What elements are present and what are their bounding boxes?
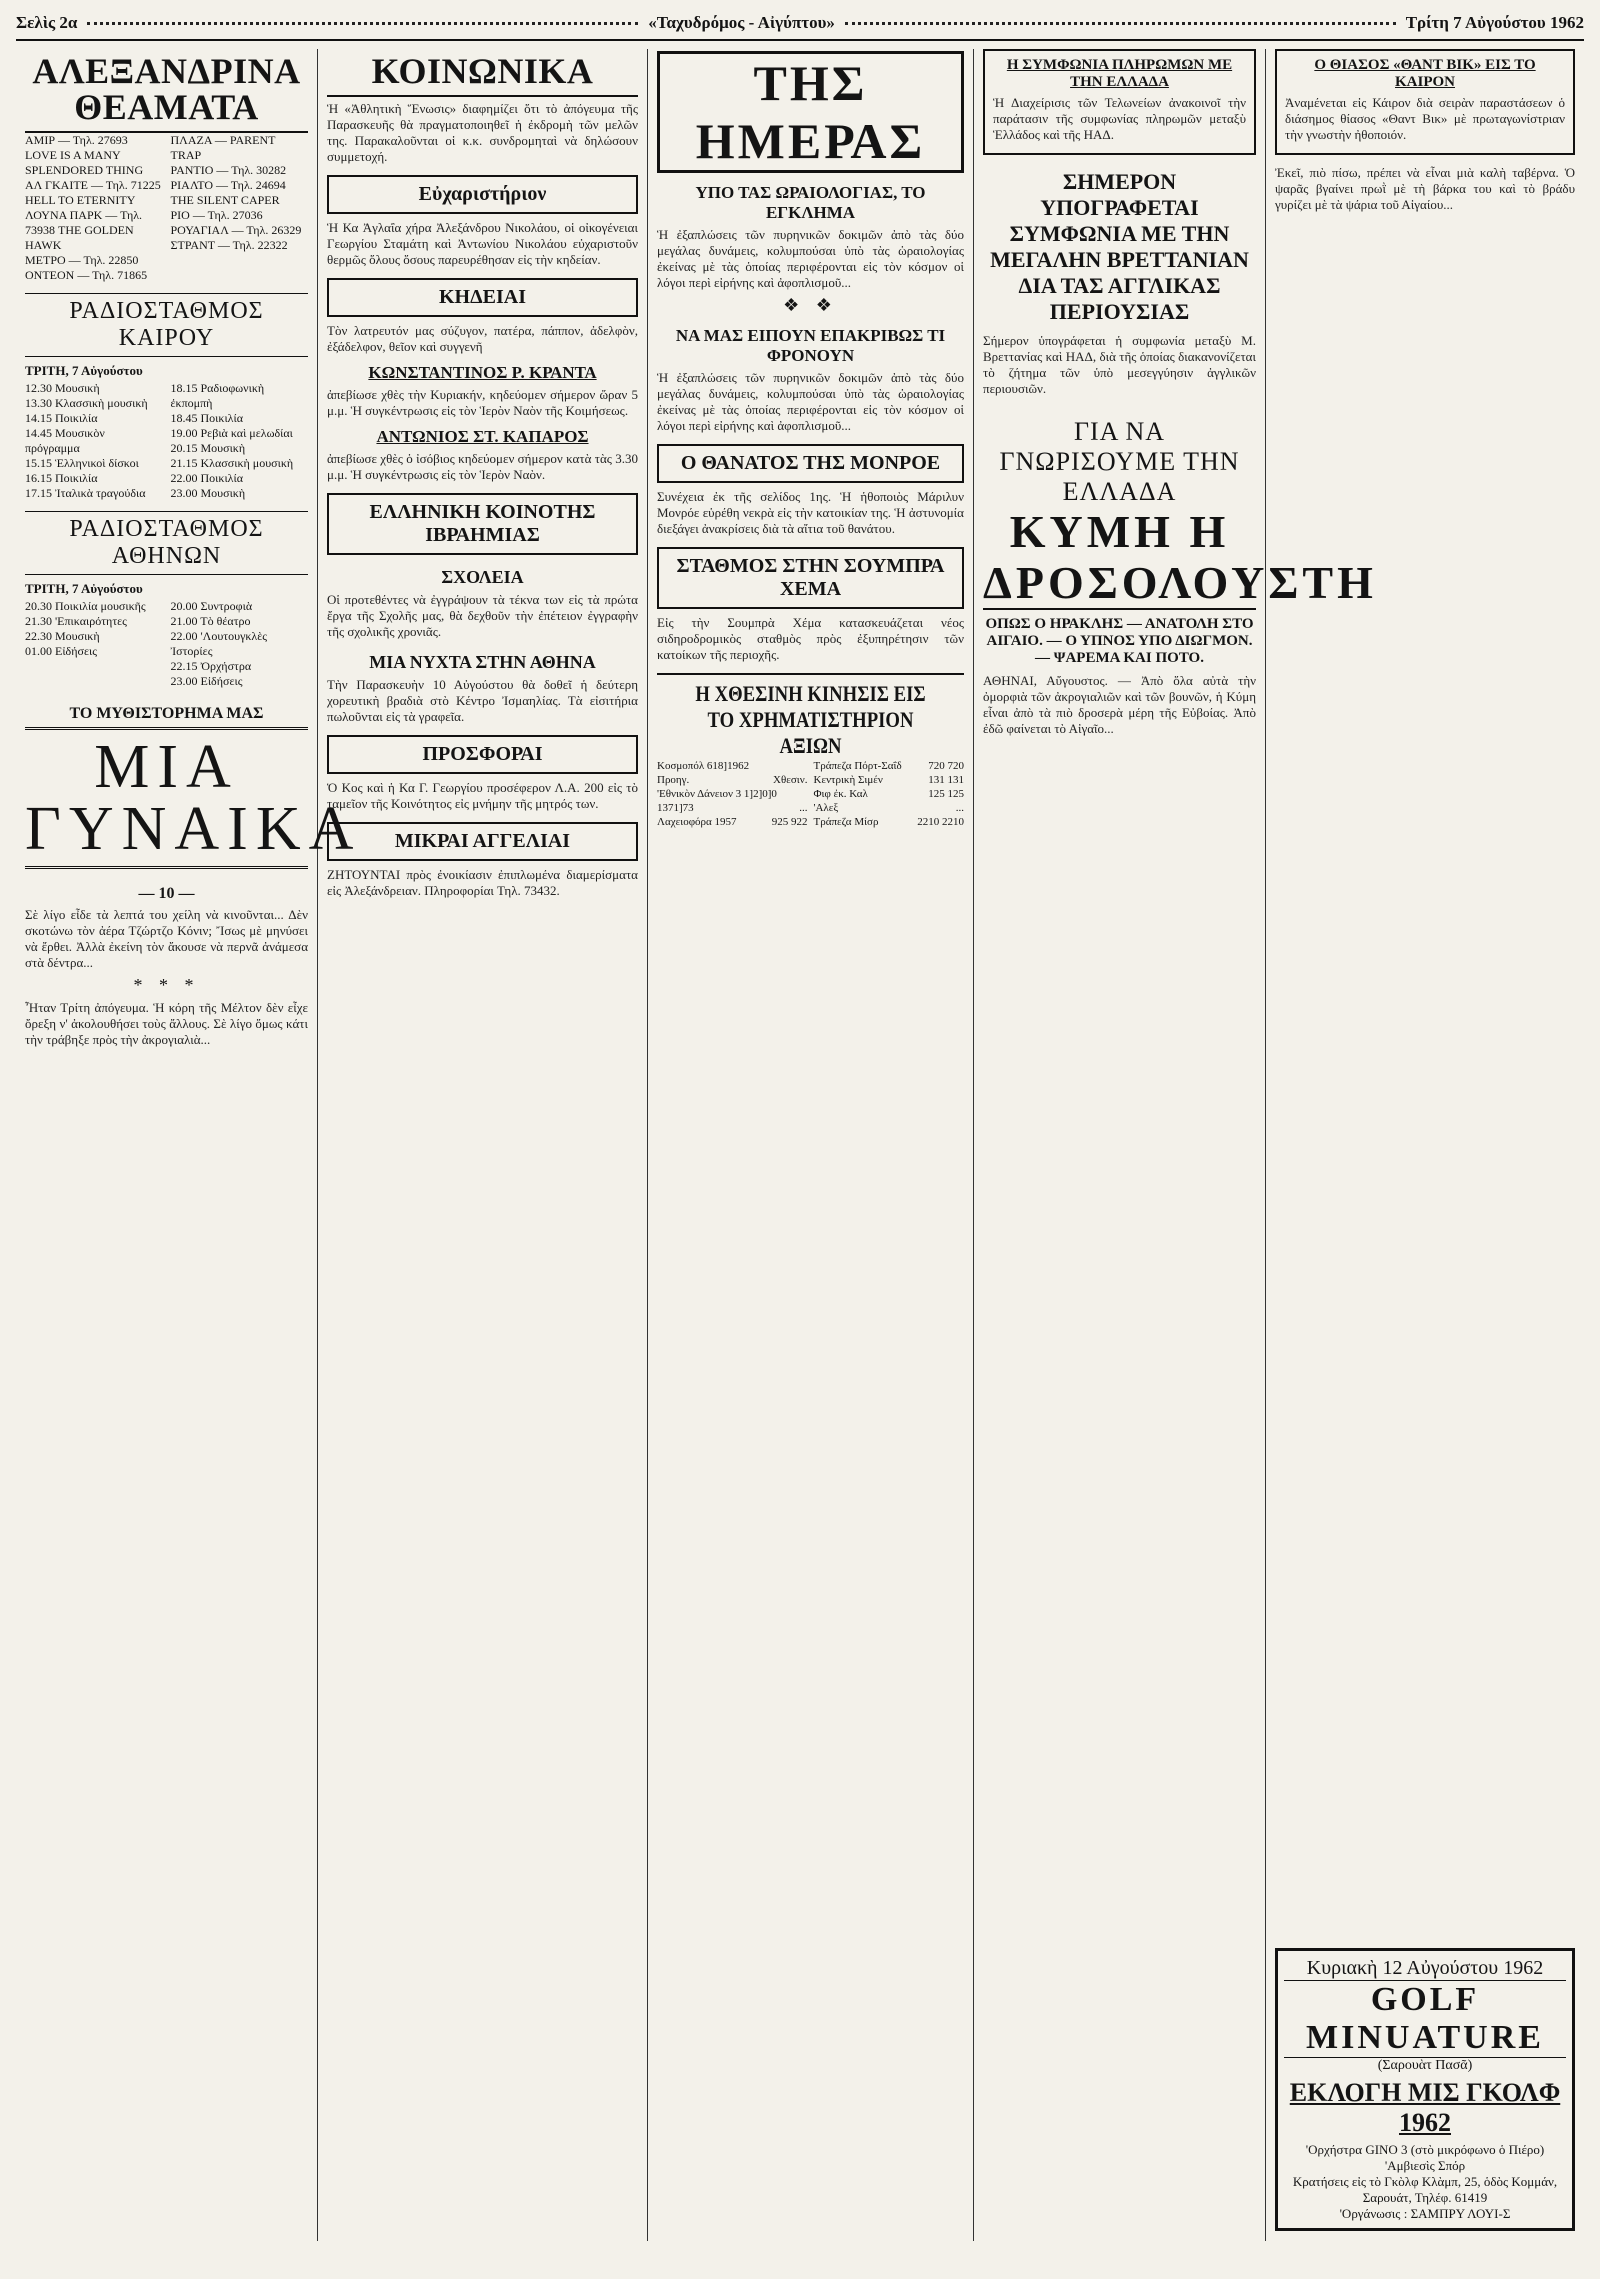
cinema-item: ΑΜΙΡ — Τηλ. 27693 LOVE IS A MANY SPLENDORED THING (25, 133, 144, 177)
kymi-headline: ΚΥΜΗ Η ΔΡΟΣΟΛΟΥΣΤΗ (983, 507, 1256, 610)
stock-value: 2210 2210 (917, 816, 964, 828)
stock-row (814, 773, 965, 787)
stock-name: Τράπεζα Μίσρ (813, 816, 879, 828)
radio-item: 22.00 Ποικιλία (170, 471, 244, 485)
golf-date: Κυριακὴ 12 Αὐγούστου 1962 (1306, 1957, 1544, 1979)
deceased-name: ΑΝΤΩΝΙΟΣ ΣΤ. ΚΑΠΑΡΟΣ (376, 427, 589, 446)
golf-title: GOLF MINUATURE (1284, 1980, 1566, 2058)
serial-number: — 10 — (138, 885, 195, 902)
cinema-item: ΡΙΑΛΤΟ — Τηλ. 24694 THE SILENT CAPER (170, 178, 286, 207)
radio-item: 22.30 Μουσικὴ (25, 629, 100, 643)
station-heading: ΣΤΑΘΜΟΣ ΣΤΗΝ ΣΟΥΜΠΡΑ ΧΕΜΑ (657, 547, 964, 609)
radio-athens-title: ΡΑΔΙΟΣΤΑΘΜΟΣ ΑΘΗΝΩΝ (25, 511, 308, 575)
column-5 (1266, 49, 1584, 2241)
cinema-item: ΜΕΤΡΟ — Τηλ. 22850 (25, 253, 139, 267)
funeral-text: ἀπεβίωσε χθὲς τὴν Κυριακήν, κηδεύομεν σήμερον ὥραν 5 μ.μ. Ἡ συγκέντρωσις εἰς τὸν Ἱερὸν Ναὸν τῆς Κοιμήσεως. (327, 387, 638, 418)
columns (16, 49, 1584, 2241)
stock-row (814, 815, 965, 829)
offers-text: Ὁ Κος καὶ ἡ Κα Γ. Γεωργίου προσέφερον Λ.Α. 200 εἰς τὸ ταμεῖον τῆς Κοινότητος εἰς μνήμην τῆς μητρός των. (327, 780, 638, 811)
radio-item: 20.30 Ποικιλία μουσικῆς (25, 599, 146, 613)
column-3 (648, 49, 974, 2241)
radio-item: 20.15 Μουσικὴ (170, 441, 246, 455)
golf-event: ΕΚΛΟΓΗ ΜΙΣ ΓΚΟΛΦ 1962 (1289, 2078, 1561, 2137)
radio-list-right (171, 381, 309, 501)
stock-name: Προηγ. (657, 774, 690, 786)
radio-item: 17.15 Ἰταλικὰ τραγούδια (25, 486, 146, 500)
radio-item: 12.30 Μουσικὴ (25, 381, 100, 395)
stock-row (657, 815, 808, 829)
radio-cairo-title: ΡΑΔΙΟΣΤΑΘΜΟΣ ΚΑΙΡΟΥ (25, 293, 308, 357)
stock-row (657, 787, 808, 801)
issue-date: Τρίτη 7 Αὐγούστου 1962 (1405, 13, 1584, 32)
newspaper-page (16, 13, 1584, 2253)
masthead (16, 13, 1584, 41)
offers-title: ΠΡΟΣΦΟΡΑΙ (327, 735, 638, 774)
radio-item: 20.00 Συντροφιὰ (170, 599, 253, 613)
radio-item: 21.00 Τὸ θέατρο (170, 614, 251, 628)
golf-line: 'Ορχήστρα GINO 3 (στὸ μικρόφωνο ὁ Πιέρο) (1305, 2142, 1545, 2157)
stock-row (657, 773, 808, 787)
kymi-subheadline: ΟΠΩΣ Ο ΗΡΑΚΛΗΣ — ΑΝΑΤΟΛΗ ΣΤΟ ΑΙΓΑΙΟ. — Ο ΥΠΝΟΣ ΥΠΟ ΔΙΩΓΜΟΝ. — ΨΑΡΕΜΑ ΚΑΙ ΠΟΤΟ. (985, 616, 1254, 667)
theatre-box (1275, 49, 1575, 155)
stock-value: 720 720 (928, 760, 964, 772)
cinema-section-title: ΑΛΕΞΑΝΔΡΙΝΑ ΘΕΑΜΑΤΑ (25, 49, 308, 133)
stock-value: Χθεσιν. (773, 774, 808, 786)
payments-title: Η ΣΥΜΦΩΝΙΑ ΠΛΗΡΩΜΩΝ ΜΕ ΤΗΝ ΕΛΛΑΔΑ (1006, 57, 1233, 90)
cinema-item: ΣΤΡΑΝΤ — Τηλ. 22322 (170, 238, 288, 252)
radio-athens-date: ΤΡΙΤΗ, 7 Αὐγούστου (25, 581, 143, 596)
radio-list-right (171, 599, 309, 689)
stock-row (657, 801, 808, 815)
paper-name: «Ταχυδρόμος - Αἰγύπτου» (648, 13, 835, 32)
page-number: Σελὶς 2α (16, 13, 78, 32)
radio-item: 19.00 Ρεβιὰ καὶ μελωδίαι (170, 426, 293, 440)
golf-organizer: 'Οργάνωσις : ΣΑΜΠΡΥ ΛΟΥΙ-Σ (1339, 2206, 1511, 2221)
monroe-heading: Ο ΘΑΝΑΤΟΣ ΤΗΣ ΜΟΝΡΟΕ (657, 444, 964, 483)
column-2 (318, 49, 648, 2241)
opinion-text: Ἡ ἐξαπλώσεις τῶν πυρηνικῶν δοκιμῶν ἀπὸ τὰς δύο μεγάλας δυνάμεις, κολυμπούσαι ὑπὸ τὰς ὡραιολογίας ἐκείνας μὲ τὰς ὁποίας περιφέρονται εἰς τὸν κόσμον οἱ λόγοι περὶ εἰρήνης καὶ ἀφοπλισμοῦ... (657, 370, 964, 433)
golf-line: Κρατήσεις εἰς τὸ Γκὸλφ Κλὰμπ, 25, ὁδὸς Κομμάν, Σαρουάτ, Τηλέφ. 61419 (1292, 2174, 1558, 2205)
stock-row (814, 759, 965, 773)
radio-item: 18.15 Ραδιοφωνικὴ ἐκπομπὴ (170, 381, 265, 410)
night-title: ΜΙΑ ΝΥΧΤΑ ΣΤΗΝ ΑΘΗΝΑ (369, 652, 596, 672)
radio-item: 18.45 Ποικιλία (170, 411, 244, 425)
radio-athens-schedule (25, 599, 308, 689)
radio-item: 21.30 'Επικαιρότητες (25, 614, 127, 628)
agreement-headline: ΣΗΜΕΡΟΝ ΥΠΟΓΡΑΦΕΤΑΙ ΣΥΜΦΩΝΙΑ ΜΕ ΤΗΝ ΜΕΓΑΛΗΝ ΒΡΕΤΤΑΝΙΑΝ ΔΙΑ ΤΑΣ ΑΓΓΛΙΚΑΣ ΠΕΡΙΟΥΣΙΑΣ (990, 169, 1249, 324)
radio-item: 22.15 Ὀρχήστρα (170, 659, 252, 673)
social-title: ΚΟΙΝΩΝΙΚΑ (327, 49, 638, 97)
deceased-name: ΚΩΝΣΤΑΝΤΙΝΟΣ Ρ. ΚΡΑΝΤΑ (368, 363, 597, 382)
golf-venue: (Σαρουὰτ Πασᾶ) (1377, 2058, 1473, 2073)
stock-row (814, 801, 965, 815)
thanks-text: Ἡ Κα Ἀγλαΐα χήρα Ἀλεξάνδρου Νικολάου, οἱ οἰκογένειαι Γεωργίου Σταμάτη καὶ Ἀντωνίου Νικολάου εὐχαριστοῦν θερμῶς ὅλους ὅσους παρευρέθησαν εἰς τὴν κηδείαν. (327, 220, 638, 267)
radio-item: 14.45 Μουσικὸν πρόγραμμα (25, 426, 105, 455)
theatre-title: Ο ΘΙΑΣΟΣ «ΘΑΝΤ ΒΙΚ» ΕΙΣ ΤΟ ΚΑΙΡΟΝ (1314, 57, 1536, 90)
column-4 (974, 49, 1377, 2241)
stock-name: Κεντρικὴ Σιμέν (813, 774, 883, 786)
kymi-text: ΑΘΗΝΑΙ, Αὔγουστος. — Ἀπὸ ὅλα αὐτὰ τὴν ὀμορφιὰ τῶν ἀκρογιαλιῶν καὶ τῶν βουνῶν, ἡ Κύμη εἶναι ἀπὸ τὰ πιὸ δροσερὰ μέρη τῆς Εὐβοίας. Ἀπὸ ἐδῶ φαίνεται τὸ Αἰγαῖο... (983, 673, 1256, 737)
cinema-list-left (25, 133, 163, 283)
masthead-rule (87, 22, 638, 25)
greece-series-title: ΓΙΑ ΝΑ ΓΝΩΡΙΣΟΥΜΕ ΤΗΝ ΕΛΛΑΔΑ (999, 417, 1240, 506)
radio-item: 14.15 Ποικιλία (25, 411, 98, 425)
ornament-stars: * * * (133, 975, 200, 995)
radio-item: 15.15 Ἑλληνικοὶ δίσκοι (25, 456, 139, 470)
monroe-text: Συνέχεια ἐκ τῆς σελίδος 1ης. Ἡ ἡθοποιὸς Μάριλυν Μονρόε εὑρέθη νεκρὰ εἰς τὴν κατοικίαν της. Ἡ ἀστυνομία διεξάγει ἀνακρίσεις διὰ τὰ αἴτια τοῦ θανάτου. (657, 489, 964, 536)
radio-item: 23.00 Μουσικὴ (170, 486, 246, 500)
cinema-item: ΛΟΥΝΑ ΠΑΡΚ — Τηλ. 73938 THE GOLDEN HAWK (25, 208, 143, 252)
stock-name: Τράπεζα Πόρτ-Σαΐδ (813, 760, 902, 772)
crime-text: Ἡ ἐξαπλώσεις τῶν πυρηνικῶν δοκιμῶν ἀπὸ τὰς δύο μεγάλας δυνάμεις, κολυμπούσαι ὑπὸ τὰς ὡραιολογίας ἐκείνας μὲ τὰς ὁποίας περιφέρονται εἰς τὸν κόσμον οἱ λόγοι περὶ εἰρήνης καὶ ἀφοπλισμοῦ... (657, 227, 964, 290)
small-ads-title: ΜΙΚΡΑΙ ΑΓΓΕΛΙΑΙ (327, 822, 638, 861)
stock-value: 125 125 (928, 788, 964, 800)
social-text: Ἡ «Ἀθλητικὴ Ἕνωσις» διαφημίζει ὅτι τὸ ἀπόγευμα τῆς Παρασκευῆς θὰ πραγματοποιηθεῖ ἡ ἐκδρομὴ τῶν μελῶν της. Παρακαλοῦνται οἱ κ.κ. συνδρομηταὶ νὰ δηλώσουν συμμετοχή. (327, 101, 638, 164)
serial-text: Σὲ λίγο εἶδε τὰ λεπτά του χείλη νὰ κινοῦνται... Δὲν σκοτώνω τὸν ἀέρα Τζώρτζο Κόνιν; Ἴσως μὲ μηνύσει νὰ ἔρθει. Ἀλλὰ ἐκείνη τὸν ἄκουσε νὰ περνᾶ ἀνάμεσα στὰ δέντρα... (25, 907, 308, 970)
masthead-rule (845, 22, 1396, 25)
stock-value: 925 922 (771, 816, 808, 828)
station-text: Εἰς τὴν Σουμπρὰ Χέμα κατασκευάζεται νέος σιδηροδρομικὸς σταθμὸς πρὸς ἐξυπηρέτησιν τῶν κατοίκων τῆς περιοχῆς. (657, 615, 964, 662)
schools-text: Οἱ προτεθέντες νὰ ἐγγράψουν τὰ τέκνα των εἰς τὰ πρώτα ἔργα τῆς Σχολῆς μας, θὰ δεχθοῦν τὴν ἐπέτειον ἐγγραφὴν τῆς σχολικῆς χρονιᾶς. (327, 592, 638, 639)
cinema-listings (25, 133, 308, 283)
radio-cairo-date: ΤΡΙΤΗ, 7 Αὐγούστου (25, 363, 143, 378)
funerals-title: ΚΗΔΕΙΑΙ (327, 278, 638, 317)
radio-item: 21.15 Κλασσικὴ μουσικὴ (170, 456, 294, 470)
radio-list-left (25, 599, 163, 689)
crime-heading: ΥΠΟ ΤΑΣ ΩΡΑΙΟΛΟΓΙΑΣ, ΤΟ ΕΓΚΛΗΜΑ (695, 183, 926, 222)
stock-name: Φιφ ἐκ. Καλ (813, 788, 868, 800)
radio-list-left (25, 381, 163, 501)
stock-name: 'Αλεξ (813, 802, 839, 814)
daily-title: ΤΗΣ ΗΜΕΡΑΣ (657, 51, 964, 173)
stock-name: 1371]73 (657, 802, 694, 814)
radio-item: 22.00 'Λουτουγκλὲς Ἰστορίες (170, 629, 268, 658)
funeral-text: ἀπεβίωσε χθὲς ὁ ἰσόβιος κηδεύομεν σήμερον κατὰ τὰς 3.30 μ.μ. Ἡ συγκέντρωσις εἰς τὸν Ἱερὸν Ναὸν. (327, 451, 638, 482)
funeral-text: Τὸν λατρευτόν μας σύζυγον, πατέρα, πάππον, ἀδελφὸν, ἐξάδελφον, θεῖον καὶ συγγενῆ (327, 323, 638, 354)
stock-market-title: Η ΧΘΕΣΙΝΗ ΚΙΝΗΣΙΣ ΕΙΣ ΤΟ ΧΡΗΜΑΤΙΣΤΗΡΙΟΝ ΑΞΙΩΝ (695, 681, 926, 758)
cinema-item: ΡΑΝΤΙΟ — Τηλ. 30282 (170, 163, 287, 177)
payments-text: Ἡ Διαχείρισις τῶν Τελωνείων ἀνακοινοῖ τὴν παράτασιν τῆς συμφωνίας πληρωμῶν μεταξὺ Ἑλλάδος καὶ τῆς ΗΑΔ. (993, 95, 1246, 142)
serial-text: Ἦταν Τρίτη ἀπόγευμα. Ἡ κόρη τῆς Μέλτον δὲν εἶχε ὄρεξη ν' ἀκολουθήσει τοὺς ἄλλους. Σὲ λίγο ὅμως κάτι τὴν τράβηξε πρὸς τὴν ἀκρογιαλιὰ... (25, 1000, 308, 1047)
stock-name: Κοσμοπόλ 618]1962 (657, 760, 750, 772)
ornament-divider: ❖ ❖ (783, 295, 838, 315)
opinion-heading: ΝΑ ΜΑΣ ΕΙΠΟΥΝ ΕΠΑΚΡΙΒΩΣ ΤΙ ΦΡΟΝΟΥΝ (675, 326, 946, 365)
stock-name: 'Εθνικὸν Δάνειον 3 1]2]0]0 (657, 788, 777, 800)
serial-tag: ΤΟ ΜΥΘΙΣΤΟΡΗΜΑ ΜΑΣ (69, 705, 264, 722)
radio-item: 13.30 Κλασσικὴ μουσικὴ (25, 396, 148, 410)
stock-market (657, 673, 964, 829)
radio-item: 16.15 Ποικιλία (25, 471, 98, 485)
night-text: Τὴν Παρασκευὴν 10 Αὐγούστου θὰ δοθεῖ ἡ δεύτερη χορευτικὴ βραδιὰ στὸ Κέντρο Ἰσμαηλίας. Τὰ εἰσιτήρια πωλοῦνται εἰς τὰ γραφεῖα. (327, 677, 638, 724)
stock-row (814, 787, 965, 801)
agreement-text: Σήμερον ὑπογράφεται ἡ συμφωνία μεταξὺ Μ. Βρεττανίας καὶ ΗΑΔ, διὰ τῆς ὁποίας διακανονίζεται τὸ ζήτημα τῶν ὑπὸ μεσεγγύησιν ἀγγλικῶν περιουσιῶν. (983, 333, 1256, 396)
golf-line: 'Αμβιεσὶς Σπόρ (1384, 2158, 1466, 2173)
kymi-continued-text: Ἐκεῖ, πιὸ πίσω, πρέπει νὰ εἶναι μιὰ καλὴ ταβέρνα. Ὁ ψαρᾶς βγαίνει πρωῒ μὲ τὴ βάρκα του καὶ τὸ βράδυ γυρίζει μὲ τὰ ψάρια τοῦ Αἰγαίου... (1275, 165, 1575, 212)
cinema-item: ΟΝΤΕΟΝ — Τηλ. 71865 (25, 268, 148, 282)
schools-title: ΣΧΟΛΕΙΑ (441, 567, 524, 587)
cinema-item: ΡΟΥΑΓΙΑΛ — Τηλ. 26329 (170, 223, 302, 237)
stock-column-left (657, 759, 808, 829)
serial-title: ΜΙΑ ΓΥΝΑΙΚΑ (25, 727, 308, 869)
community-title: ΕΛΛΗΝΙΚΗ ΚΟΙΝΟΤΗΣ ΙΒΡΑΗΜΙΑΣ (327, 493, 638, 555)
stock-value: ... (799, 802, 808, 814)
payments-box (983, 49, 1256, 155)
stock-column-right (814, 759, 965, 829)
stock-row (657, 759, 808, 773)
stock-name: Λαχειοφόρα 1957 (657, 816, 737, 828)
cinema-item: ΡΙΟ — Τηλ. 27036 (170, 208, 263, 222)
small-ads-text: ΖΗΤΟΥΝΤΑΙ πρὸς ἐνοικίασιν ἐπιπλωμένα διαμερίσματα εἰς Ἀλεξάνδρειαν. Πληροφορίαι Τηλ. 73432. (327, 867, 638, 898)
stock-table (657, 759, 964, 829)
stock-value: 131 131 (928, 774, 964, 786)
thanks-title: Εὐχαριστήριον (327, 175, 638, 214)
radio-item: 23.00 Εἰδήσεις (170, 674, 243, 688)
radio-cairo-schedule (25, 381, 308, 501)
golf-advertisement (1275, 1948, 1575, 2231)
cinema-item: ΠΛΑΖΑ — PARENT TRAP (170, 133, 276, 162)
radio-item: 01.00 Εἰδήσεις (25, 644, 97, 658)
column-1 (16, 49, 362, 2241)
cinema-list-right (171, 133, 309, 283)
stock-value: ... (955, 802, 964, 814)
cinema-item: ΑΛ ΓΚΑΙΤΕ — Τηλ. 71225 HELL TO ETERNITY (25, 178, 161, 207)
theatre-text: Ἀναμένεται εἰς Κάιρον διὰ σειρὰν παραστάσεων ὁ διάσημος θίασος «Θαντ Βικ» μὲ πρωταγωνίστριαν τὴν γνωστὴν ἠθοποιόν. (1285, 95, 1565, 142)
